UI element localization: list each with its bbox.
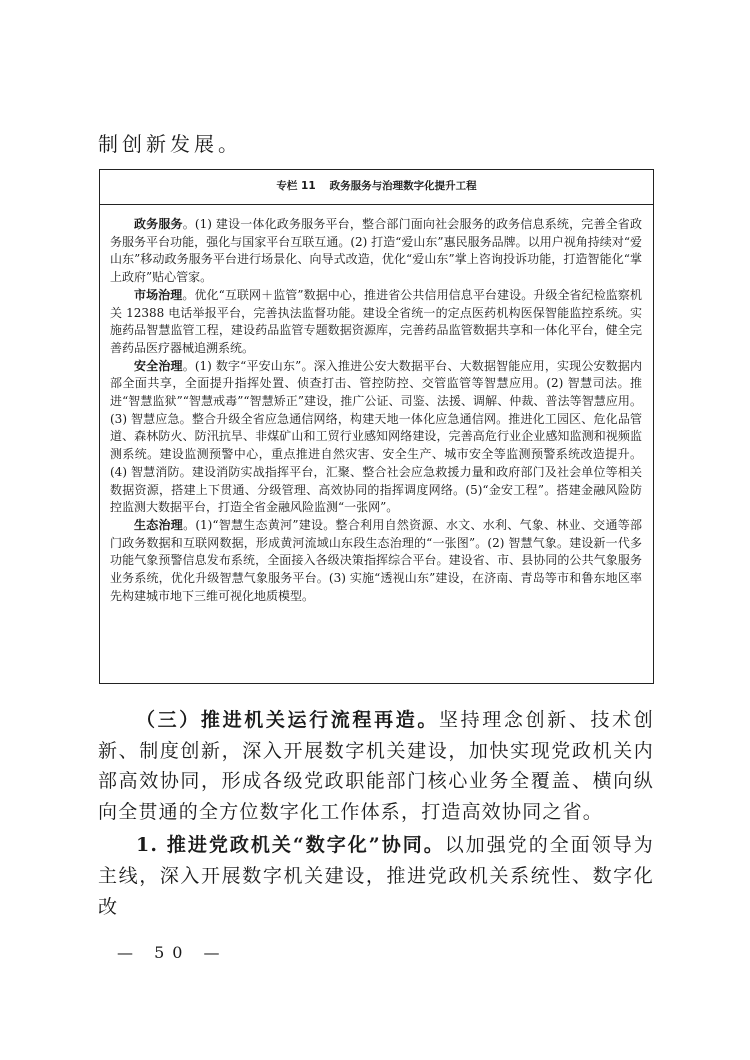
section-label: 市场治理 <box>134 287 183 302</box>
section-government-services <box>110 216 642 287</box>
paragraph-3-1 <box>98 830 654 922</box>
section-text: 。(1) 数字“平安山东”。深入推进公安大数据平台、大数据智能应用，实现公安数据内部全面共享，全面提升指挥处置、侦查打击、管控防控、交管监管等智慧应用。(2) 智慧司法。推进“智慧监狱”“智慧戒毒”“智慧矫正”建设，推广公证、司鉴、法援、调解、仲裁、普法等智慧应用。(3) 智慧应急。整合升级全省应急通信网络，构建天地一体化应急通信网。推进化工园区、危化品管道、森林防火、防汛抗旱、非煤矿山和工贸行业感知网络建设，完善高危行业企业感知监测和视频监测系统。建设监测预警中心，重点推进自然灾害、安全生产、城市安全等监测预警系统改造提升。(4) 智慧消防。建设消防实战指挥平台，汇聚、整合社会应急救援力量和政府部门及社会单位等相关数据资源，搭建上下贯通、分级管理、高效协同的指挥调度网络。(5)“金安工程”。搭建金融风险防控监测大数据平台，打造全省金融风险监测“一张网”。 <box>110 358 642 515</box>
continued-text-line: 制创新发展。 <box>98 132 242 156</box>
box-title-text: 政务服务与治理数字化提升工程 <box>329 180 477 192</box>
section-market-governance <box>110 287 642 358</box>
section-label: 生态治理 <box>134 517 184 532</box>
box-title-number: 专栏 11 <box>276 180 316 192</box>
paragraph-text: 以加强党的全面领导为主线，深入开展数字机关建设，推进党政机关系统性、数字化改 <box>98 834 654 918</box>
section-text: 。优化“互联网＋监管”数据中心，推进省公共信用信息平台建设。升级全省纪检监察机关 12388 电话举报平台，完善执法监督功能。建设全省统一的定点医药机构医保智能监控系统。实施药品智慧监管工程，建设药品监管专题数据资源库，完善药品监管数据共享和一体化平台，健全完善药品医疗器械追溯系统。 <box>110 287 642 355</box>
paragraph-heading: （三）推进机关运行流程再造。 <box>136 709 439 731</box>
section-text: 。(1)“智慧生态黄河”建设。整合利用自然资源、水文、水利、气象、林业、交通等部门政务数据和互联网数据，形成黄河流域山东段生态治理的“一张图”。(2) 智慧气象。建设新一代多功能气象预警信息发布系统，全面接入各级决策指挥综合平台。建设省、市、县协同的公共气象服务业务系统，优化升级智慧气象服务平台。(3) 实施“透视山东”建设，在济南、青岛等市和鲁东地区率先构建城市地下三维可视化地质模型。 <box>110 517 642 603</box>
box-divider <box>100 204 653 205</box>
paragraph-3 <box>98 705 654 827</box>
box-title <box>100 178 653 193</box>
section-label: 政务服务 <box>134 217 183 231</box>
paragraph-heading: 1. 推进党政机关“数字化”协同。 <box>136 834 445 857</box>
section-safety-governance <box>110 358 642 517</box>
main-body <box>98 705 654 922</box>
section-ecological-governance <box>110 517 642 606</box>
feature-box <box>99 169 654 684</box>
box-body <box>110 216 642 605</box>
section-label: 安全治理 <box>134 358 183 373</box>
page-number: — 50 — <box>117 943 228 962</box>
paragraph-text: 坚持理念创新、技术创新、制度创新，深入开展数字机关建设，加快实现党政机关内部高效协同，形成各级党政职能部门核心业务全覆盖、横向纵向全贯通的全方位数字化工作体系，打造高效协同之省。 <box>98 709 654 823</box>
section-text: 。(1) 建设一体化政务服务平台，整合部门面向社会服务的政务信息系统，完善全省政务服务平台功能，强化与国家平台互联互通。(2) 打造“爱山东”惠民服务品牌。以用户视角持续对“爱山东”移动政务服务平台进行场景化、向导式改造，优化“爱山东”掌上咨询投诉功能，打造智能化“掌上政府”贴心管家。 <box>110 217 642 285</box>
